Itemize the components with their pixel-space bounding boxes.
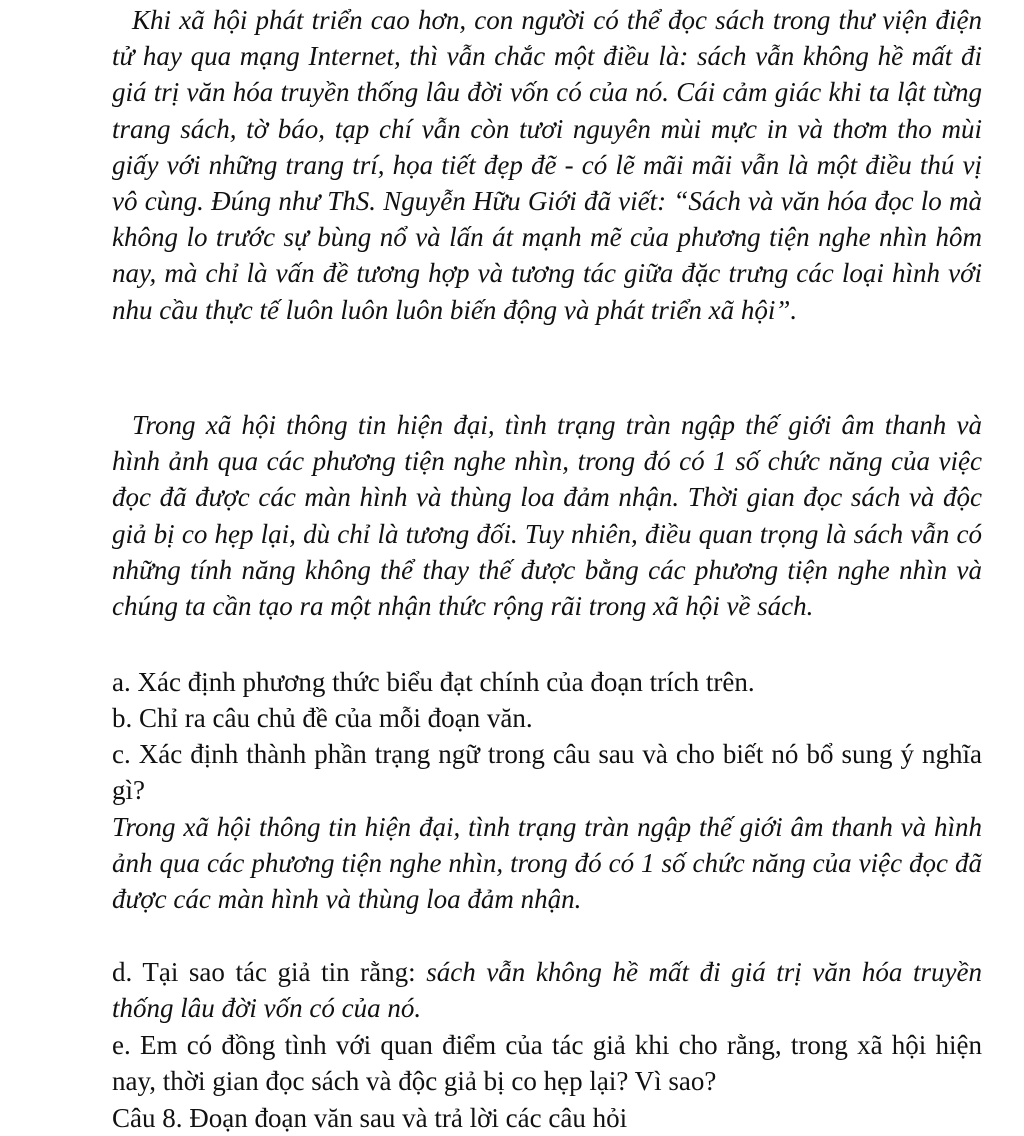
question-c: c. Xác định thành phần trạng ngữ trong câu sau và cho biết nó bổ sung ý nghĩa gì? <box>112 739 982 806</box>
question-a: a. Xác định phương thức biểu đạt chính của đoạn trích trên. <box>112 667 755 697</box>
question-d-prefix: d. Tại sao tác giả tin rằng: <box>112 957 427 987</box>
question-d <box>112 954 982 1026</box>
paragraph-2: Trong xã hội thông tin hiện đại, tình trạng tràn ngập thế giới âm thanh và hình ảnh qua các phương tiện nghe nhìn, trong đó có 1 số chức năng của việc đọc đã được các màn hình và thùng loa đảm nhận. Thời gian đọc sách và độc giả bị co hẹp lại, dù chỉ là tương đối. Tuy nhiên, điều quan trọng là sách vẫn có những tính năng không thể thay thế được bằng các phương tiện nghe nhìn và chúng ta cần tạo ra một nhận thức rộng rãi trong xã hội về sách. <box>112 410 982 622</box>
question-d-quote: sách vẫn không hề mất đi giá trị văn hóa truyền thống lâu đời vốn có của nó. <box>112 957 982 1024</box>
cut-off-next-line: Câu 8. Đoạn đoạn văn sau và trả lời các câu hỏi <box>112 1103 628 1133</box>
question-b: b. Chỉ ra câu chủ đề của mỗi đoạn văn. <box>112 703 533 733</box>
paragraph-1: Khi xã hội phát triển cao hơn, con người có thể đọc sách trong thư viện điện tử hay qua mạng Internet, thì vẫn chắc một điều là: sách vẫn không hề mất đi giá trị văn hóa truyền thống lâu đời vốn có của nó. Cái cảm giác khi ta lật từng trang sách, tờ báo, tạp chí vẫn còn tươi nguyên mùi mực in và thơm tho mùi giấy với những trang trí, họa tiết đẹp đẽ - có lẽ mãi mãi vẫn là một điều thú vị vô cùng. Đúng như ThS. Nguyễn Hữu Giới đã viết: “Sách và văn hóa đọc lo mà không lo trước sự bùng nổ và lấn át mạnh mẽ của phương tiện nghe nhìn hôm nay, mà chỉ là vấn đề tương hợp và tương tác giữa đặc trưng các loại hình với nhu cầu thực tế luôn luôn luôn biến động và phát triển xã hội”. <box>112 5 982 325</box>
question-e: e. Em có đồng tình với quan điểm của tác giả khi cho rằng, trong xã hội hiện nay, thời gian đọc sách và độc giả bị co hẹp lại? Vì sao? <box>112 1030 982 1097</box>
quoted-sentence: Trong xã hội thông tin hiện đại, tình trạng tràn ngập thế giới âm thanh và hình ảnh qua các phương tiện nghe nhìn, trong đó có 1 số chức năng của việc đọc đã được các màn hình và thùng loa đảm nhận. <box>112 812 982 915</box>
